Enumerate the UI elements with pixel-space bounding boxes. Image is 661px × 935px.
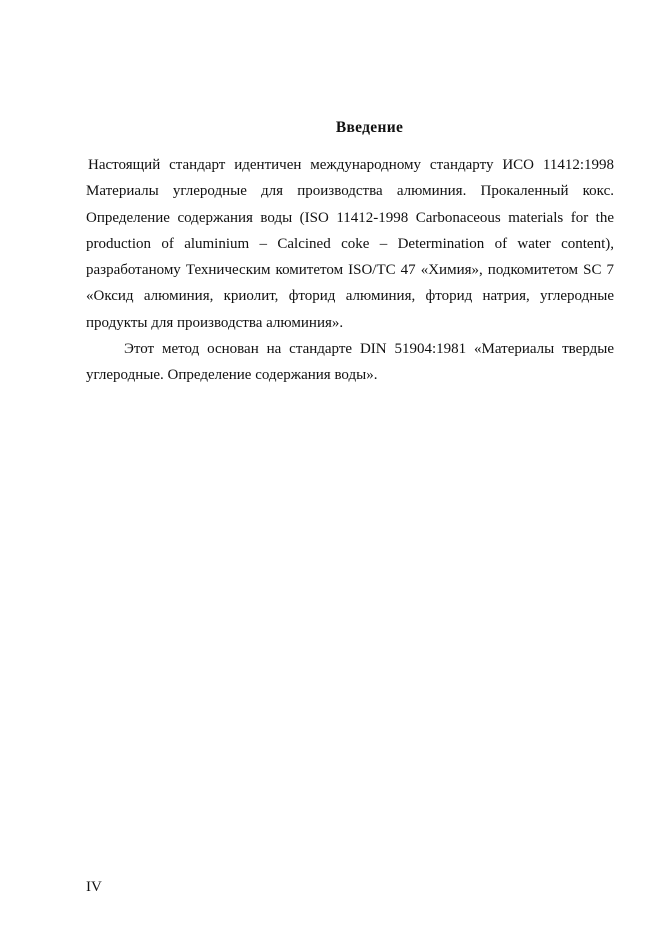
paragraph-method-basis: Этот метод основан на стандарте DIN 51904:1981 «Материалы твердые углеродные. Определение содержания воды».: [86, 341, 614, 384]
page-number: IV: [86, 879, 102, 895]
body-text: [86, 152, 614, 389]
paragraph-standard-identity: Настоящий стандарт идентичен международному стандарту ИСО 11412:1998 Материалы углеродные для производства алюминия. Прокаленный кокс. Определение содержания воды (ISO 11412-1998 Carbonaceous materials for the production of aluminium – Calcined coke – Determination of water content), разработаному Техническим комитетом ISO/TC 47 «Химия», подкомитетом SC 7 «Оксид алюминия, криолит, фторид алюминия, фторид натрия, углеродные продукты для производства алюминия».: [86, 157, 614, 331]
section-heading: Введение: [335, 119, 404, 137]
